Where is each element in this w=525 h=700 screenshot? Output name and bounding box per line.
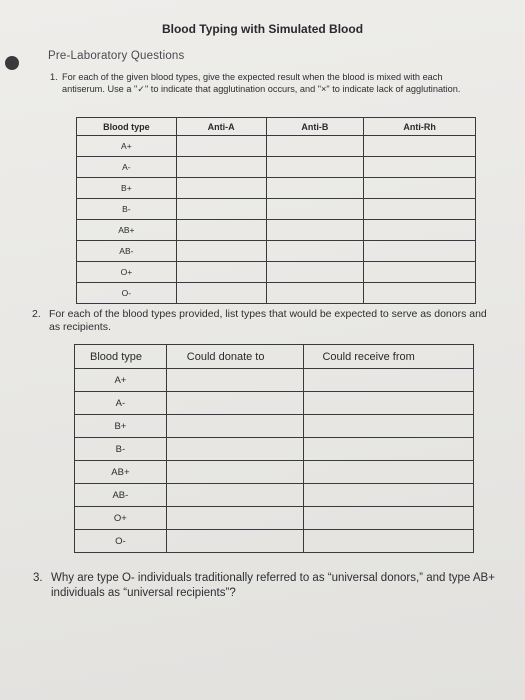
answer-cell[interactable] [364,241,476,262]
blood-type-cell: AB+ [75,461,167,484]
table-row [77,241,476,262]
answer-cell[interactable] [166,415,304,438]
answer-cell[interactable] [304,438,474,461]
blood-type-cell: O+ [75,507,167,530]
table-row [75,369,474,392]
blood-type-cell: B- [75,438,167,461]
table-row [75,415,474,438]
table-header-row [77,118,476,136]
answer-cell[interactable] [364,283,476,304]
antiserum-table [76,117,476,304]
answer-cell[interactable] [266,136,364,157]
answer-cell[interactable] [304,392,474,415]
answer-cell[interactable] [166,392,304,415]
answer-cell[interactable] [364,199,476,220]
header-anti-b: Anti-B [266,118,364,136]
answer-cell[interactable] [176,157,266,178]
blood-type-cell: AB+ [77,220,177,241]
question-3-text: Why are type O- individuals traditionally referred to as “universal donors,” and type AB+ individuals as “universal recipients”? [51,572,495,599]
table-row [75,484,474,507]
binder-hole [5,56,19,70]
header-could-receive-from: Could receive from [304,345,474,369]
page-title: Blood Typing with Simulated Blood [161,22,364,36]
blood-type-cell: B+ [75,415,167,438]
table-row [77,136,476,157]
header-could-donate-to: Could donate to [166,345,304,369]
answer-cell[interactable] [176,178,266,199]
blood-type-cell: B+ [77,178,177,199]
table-row [75,461,474,484]
table-row [77,220,476,241]
table-row [77,157,476,178]
question-2-text: For each of the blood types provided, list types that would be expected to serve as donors and as recipients. [49,308,487,333]
answer-cell[interactable] [166,438,304,461]
question-3 [33,571,516,601]
question-1-number: 1. [50,72,58,82]
table-row [75,507,474,530]
blood-type-cell: O- [77,283,177,304]
header-blood-type: Blood type [77,118,177,136]
answer-cell[interactable] [266,262,364,283]
answer-cell[interactable] [364,262,476,283]
answer-cell[interactable] [266,199,364,220]
answer-cell[interactable] [176,262,266,283]
answer-cell[interactable] [176,136,266,157]
answer-cell[interactable] [364,157,476,178]
question-2 [32,308,489,334]
answer-cell[interactable] [304,415,474,438]
answer-cell[interactable] [176,241,266,262]
table-row [77,178,476,199]
answer-cell[interactable] [166,484,304,507]
answer-cell[interactable] [166,461,304,484]
answer-cell[interactable] [364,220,476,241]
answer-cell[interactable] [304,507,474,530]
answer-cell[interactable] [176,199,266,220]
donor-recipient-table [74,344,474,553]
table-row [75,438,474,461]
answer-cell[interactable] [304,461,474,484]
answer-cell[interactable] [166,530,304,553]
blood-type-cell: AB- [75,484,167,507]
blood-type-cell: A- [75,392,167,415]
table-row [77,262,476,283]
table-header-row [75,345,474,369]
answer-cell[interactable] [364,136,476,157]
answer-cell[interactable] [176,283,266,304]
section-heading: Pre-Laboratory Questions [48,50,185,62]
answer-cell[interactable] [176,220,266,241]
table-row [75,392,474,415]
answer-cell[interactable] [266,178,364,199]
question-1-text: For each of the given blood types, give the expected result when the blood is mixed with each antiserum. Use a "✓" to indicate that agglutination occurs, and "×" to indicate lack of agglutination. [62,72,461,94]
answer-cell[interactable] [266,157,364,178]
header-blood-type: Blood type [75,345,167,369]
answer-cell[interactable] [266,283,364,304]
question-2-number: 2. [32,308,41,320]
answer-cell[interactable] [266,241,364,262]
blood-type-cell: A- [77,157,177,178]
question-3-number: 3. [33,572,43,584]
answer-cell[interactable] [304,530,474,553]
blood-type-cell: A+ [75,369,167,392]
table-row [75,530,474,553]
answer-cell[interactable] [166,369,304,392]
blood-type-cell: B- [77,199,177,220]
blood-type-cell: O+ [77,262,177,283]
answer-cell[interactable] [364,178,476,199]
blood-type-cell: AB- [77,241,177,262]
answer-cell[interactable] [266,220,364,241]
blood-type-cell: O- [75,530,167,553]
answer-cell[interactable] [304,369,474,392]
answer-cell[interactable] [304,484,474,507]
answer-cell[interactable] [166,507,304,530]
table-row [77,199,476,220]
header-anti-rh: Anti-Rh [364,118,476,136]
header-anti-a: Anti-A [176,118,266,136]
blood-type-cell: A+ [77,136,177,157]
table-row [77,283,476,304]
question-1 [50,71,482,95]
